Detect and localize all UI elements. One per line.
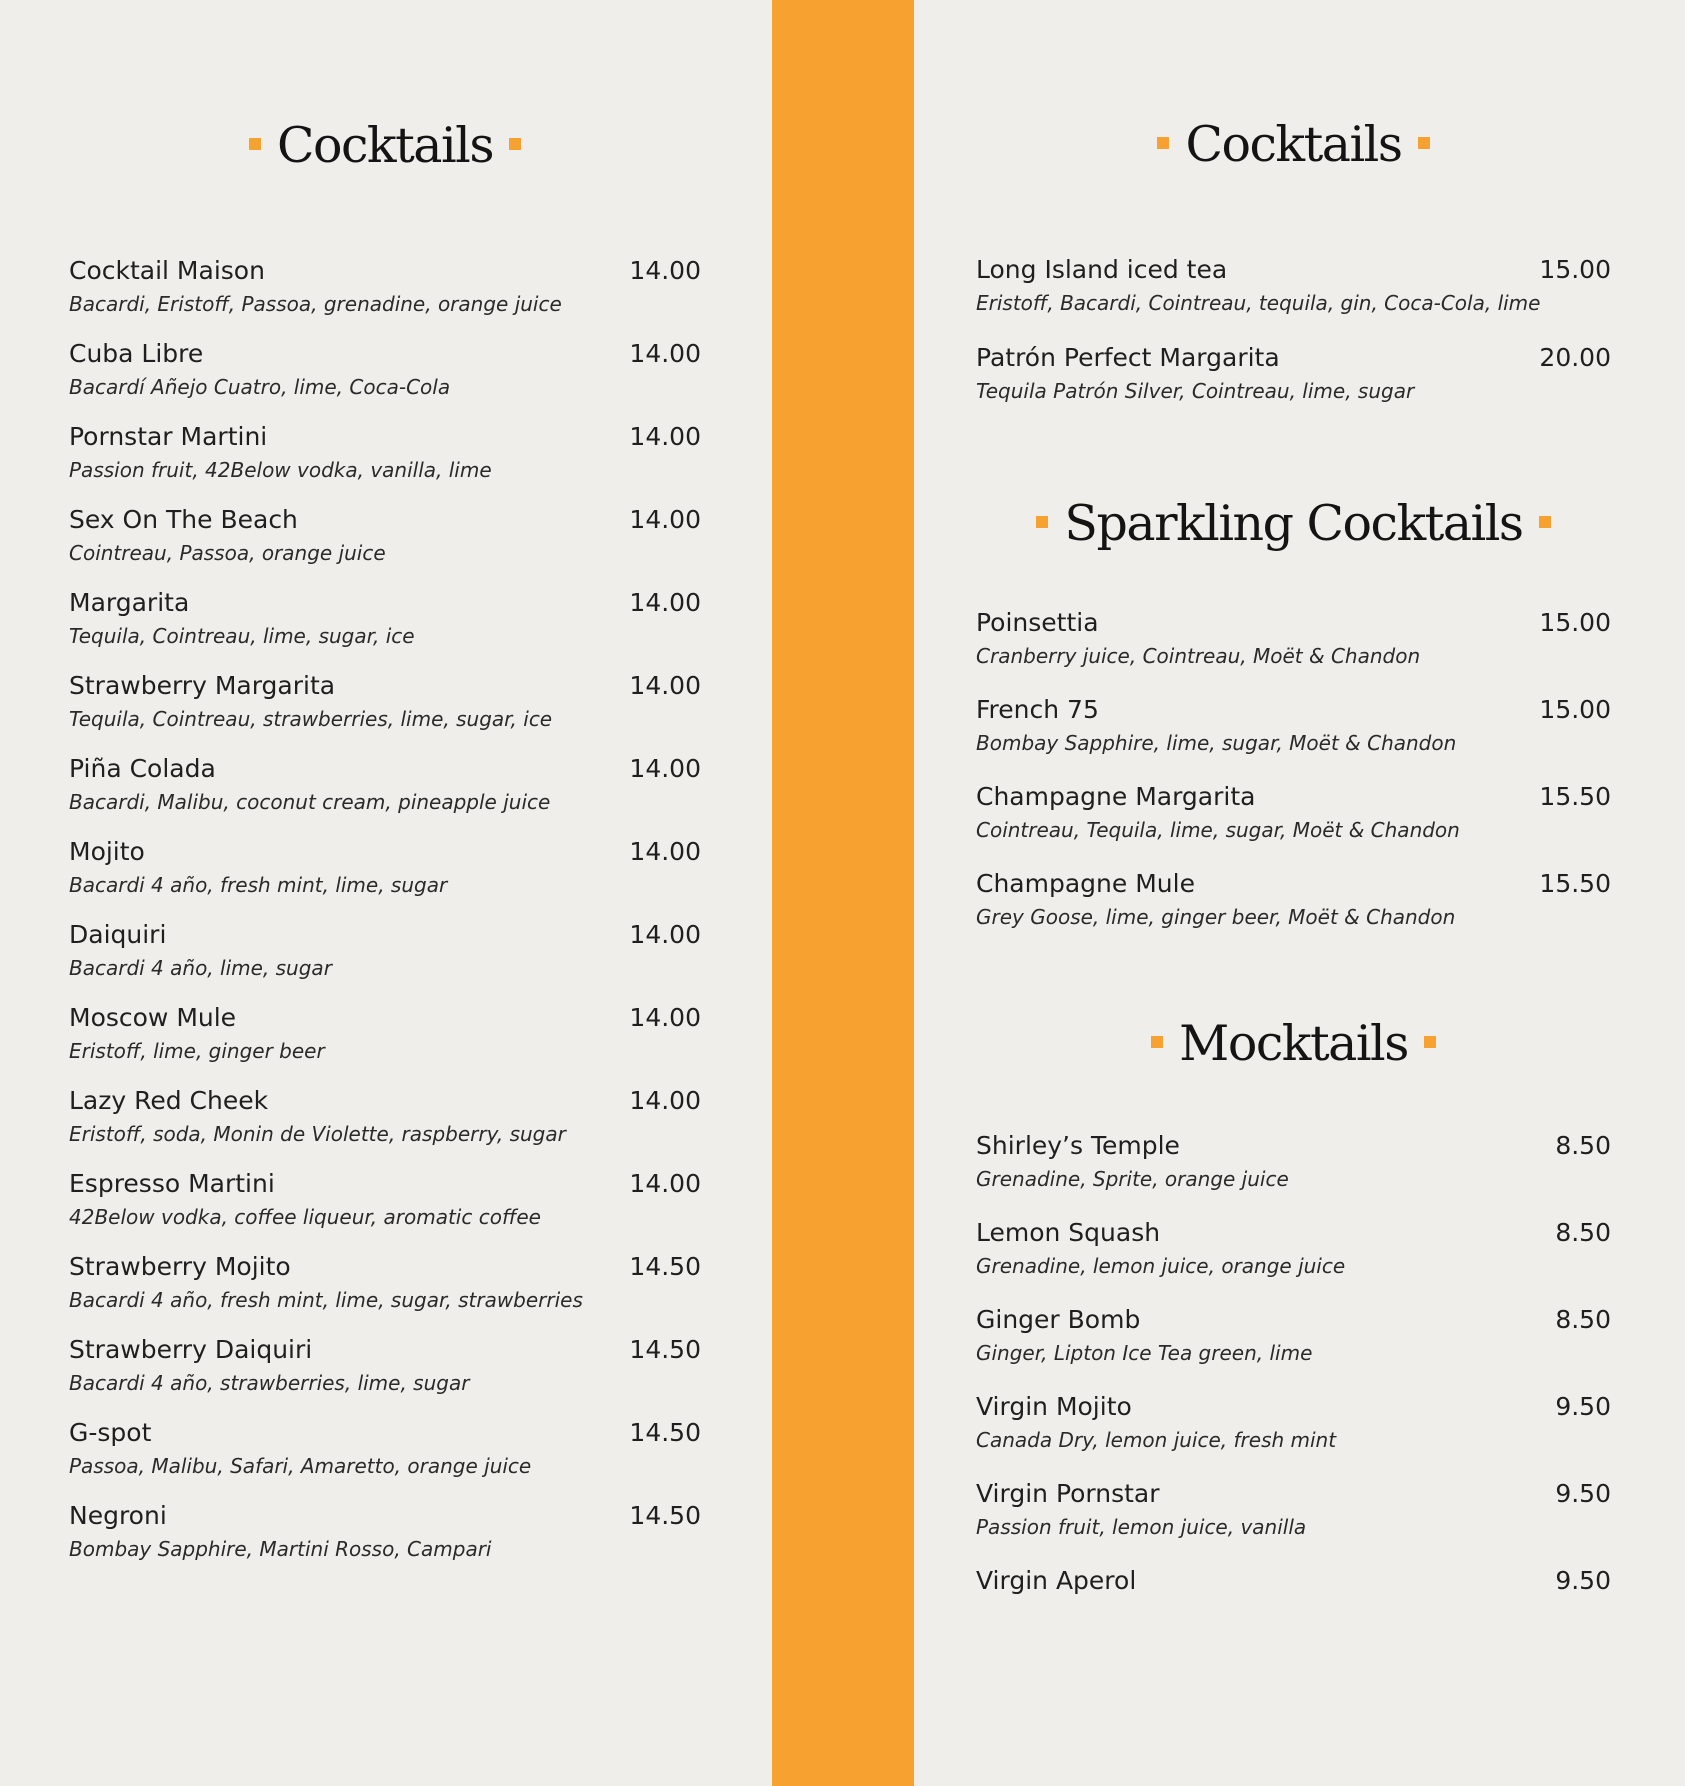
menu-item-price: 14.00	[629, 671, 701, 700]
menu-item-description: Bacardí Añejo Cuatro, lime, Coca-Cola	[69, 375, 451, 399]
menu-item-description: Cointreau, Passoa, orange juice	[69, 541, 386, 565]
menu-item	[69, 1005, 701, 1075]
menu-item	[976, 257, 1611, 327]
menu-item-description: Grenadine, lemon juice, orange juice	[976, 1254, 1346, 1278]
menu-item-name: Lemon Squash	[976, 1218, 1161, 1247]
menu-item-description: Bacardi, Malibu, coconut cream, pineapple juice	[69, 790, 551, 814]
menu-item-price: 8.50	[1555, 1305, 1611, 1334]
menu-item-price: 9.50	[1555, 1566, 1611, 1595]
menu-item	[69, 1254, 701, 1324]
menu-item-price: 14.50	[629, 1252, 701, 1281]
menu-item-name: Sex On The Beach	[69, 505, 298, 534]
menu-item-description: Ginger, Lipton Ice Tea green, lime	[976, 1341, 1313, 1365]
menu-item	[976, 871, 1611, 941]
menu-item-name: Ginger Bomb	[976, 1305, 1141, 1334]
menu-item-price: 14.00	[629, 588, 701, 617]
menu-item-name: Pornstar Martini	[69, 422, 268, 451]
menu-item-name: Strawberry Daiquiri	[69, 1335, 313, 1364]
menu-item-price: 15.00	[1539, 695, 1611, 724]
menu-item-price: 14.00	[629, 256, 701, 285]
menu-item	[69, 1503, 701, 1573]
menu-item-price: 8.50	[1555, 1218, 1611, 1247]
menu-item-description: Passion fruit, lemon juice, vanilla	[976, 1515, 1307, 1539]
menu-item-name: Mojito	[69, 837, 145, 866]
menu-item-description: Bacardi, Eristoff, Passoa, grenadine, orange juice	[69, 292, 562, 316]
menu-item-description: Bombay Sapphire, lime, sugar, Moët & Chandon	[976, 731, 1457, 755]
menu-item-name: Shirley’s Temple	[976, 1131, 1180, 1160]
menu-item-name: Champagne Mule	[976, 869, 1195, 898]
menu-item-price: 15.00	[1539, 255, 1611, 284]
menu-item-price: 14.50	[629, 1335, 701, 1364]
menu-item-description: Eristoff, Bacardi, Cointreau, tequila, gin, Coca-Cola, lime	[976, 291, 1541, 315]
menu-item-description: Bacardi 4 año, fresh mint, lime, sugar	[69, 873, 448, 897]
menu-item-name: G-spot	[69, 1418, 152, 1447]
menu-item-name: Virgin Aperol	[976, 1566, 1137, 1595]
menu-item-description: Passion fruit, 42Below vodka, vanilla, lime	[69, 458, 492, 482]
menu-item-price: 20.00	[1539, 343, 1611, 372]
menu-item-description: 42Below vodka, coffee liqueur, aromatic coffee	[69, 1205, 541, 1229]
menu-item	[976, 1133, 1611, 1203]
menu-item-price: 14.00	[629, 920, 701, 949]
menu-item-price: 14.00	[629, 422, 701, 451]
section-title-mocktails: Mocktails	[976, 1015, 1611, 1068]
menu-item-price: 14.00	[629, 1086, 701, 1115]
orange-divider-stripe	[772, 0, 914, 1786]
menu-item-name: Moscow Mule	[69, 1003, 237, 1032]
orange-square-icon	[1424, 1036, 1436, 1048]
menu-item-name: Strawberry Mojito	[69, 1252, 291, 1281]
section-title-cocktails-right: Cocktails	[976, 116, 1611, 169]
menu-item	[976, 610, 1611, 680]
menu-item-description: Cranberry juice, Cointreau, Moët & Chandon	[976, 644, 1421, 668]
menu-item-description: Canada Dry, lemon juice, fresh mint	[976, 1428, 1337, 1452]
menu-item	[976, 1568, 1611, 1638]
menu-item-price: 14.50	[629, 1418, 701, 1447]
menu-item	[69, 590, 701, 660]
menu-item-name: Negroni	[69, 1501, 167, 1530]
menu-item-name: Daiquiri	[69, 920, 167, 949]
menu-item-name: Strawberry Margarita	[69, 671, 336, 700]
menu-item-price: 14.00	[629, 837, 701, 866]
orange-square-icon	[249, 138, 261, 150]
menu-item	[69, 922, 701, 992]
menu-item-description: Bacardi 4 año, strawberries, lime, sugar	[69, 1371, 470, 1395]
menu-item	[69, 1171, 701, 1241]
menu-item	[69, 839, 701, 909]
menu-item-price: 9.50	[1555, 1479, 1611, 1508]
orange-square-icon	[1036, 516, 1048, 528]
menu-item	[69, 507, 701, 577]
menu-item	[976, 345, 1611, 415]
menu-item-description: Cointreau, Tequila, lime, sugar, Moët & Chandon	[976, 818, 1460, 842]
menu-item-name: Virgin Pornstar	[976, 1479, 1160, 1508]
menu-item-name: Margarita	[69, 588, 190, 617]
menu-item-price: 14.00	[629, 1169, 701, 1198]
menu-item-description: Passoa, Malibu, Safari, Amaretto, orange juice	[69, 1454, 532, 1478]
menu-item	[976, 1481, 1611, 1551]
section-title-cocktails-left: Cocktails	[69, 117, 701, 170]
menu-item	[69, 258, 701, 328]
menu-item-price: 14.00	[629, 339, 701, 368]
menu-item-description: Bombay Sapphire, Martini Rosso, Campari	[69, 1537, 492, 1561]
menu-item	[69, 756, 701, 826]
orange-square-icon	[1539, 516, 1551, 528]
menu-item-name: Virgin Mojito	[976, 1392, 1132, 1421]
menu-item	[976, 1220, 1611, 1290]
menu-item-description: Tequila Patrón Silver, Cointreau, lime, sugar	[976, 379, 1415, 403]
orange-square-icon	[1157, 137, 1169, 149]
orange-square-icon	[1418, 137, 1430, 149]
menu-item-name: Long Island iced tea	[976, 255, 1228, 284]
menu-item	[69, 673, 701, 743]
menu-item-price: 15.00	[1539, 608, 1611, 637]
menu-item-description: Eristoff, soda, Monin de Violette, raspberry, sugar	[69, 1122, 566, 1146]
menu-item-price: 9.50	[1555, 1392, 1611, 1421]
menu-item	[69, 341, 701, 411]
menu-item-price: 15.50	[1539, 869, 1611, 898]
menu-item-price: 14.00	[629, 754, 701, 783]
menu-item	[976, 697, 1611, 767]
menu-item	[976, 784, 1611, 854]
menu-item-price: 15.50	[1539, 782, 1611, 811]
section-title-sparkling-cocktails: Sparkling Cocktails	[976, 495, 1611, 548]
menu-item-description: Grey Goose, lime, ginger beer, Moët & Chandon	[976, 905, 1456, 929]
menu-item	[69, 424, 701, 494]
menu-item-name: Lazy Red Cheek	[69, 1086, 269, 1115]
menu-item-name: Patrón Perfect Margarita	[976, 343, 1280, 372]
menu-item-price: 14.00	[629, 1003, 701, 1032]
menu-item-price: 14.00	[629, 505, 701, 534]
menu-item-price: 8.50	[1555, 1131, 1611, 1160]
menu-item-name: Champagne Margarita	[976, 782, 1256, 811]
menu-item-name: Espresso Martini	[69, 1169, 275, 1198]
menu-item	[69, 1337, 701, 1407]
menu-item	[69, 1420, 701, 1490]
menu-item-name: Cuba Libre	[69, 339, 204, 368]
menu-item-description: Tequila, Cointreau, strawberries, lime, sugar, ice	[69, 707, 553, 731]
menu-item	[976, 1307, 1611, 1377]
menu-item-description: Eristoff, lime, ginger beer	[69, 1039, 325, 1063]
menu-item-name: Poinsettia	[976, 608, 1099, 637]
menu-item	[976, 1394, 1611, 1464]
orange-square-icon	[509, 138, 521, 150]
orange-square-icon	[1151, 1036, 1163, 1048]
menu-item-name: French 75	[976, 695, 1099, 724]
menu-item-description: Grenadine, Sprite, orange juice	[976, 1167, 1289, 1191]
menu-item-price: 14.50	[629, 1501, 701, 1530]
menu-item-description: Bacardi 4 año, fresh mint, lime, sugar, strawberries	[69, 1288, 583, 1312]
menu-item-name: Piña Colada	[69, 754, 216, 783]
menu-item-description: Tequila, Cointreau, lime, sugar, ice	[69, 624, 415, 648]
menu-item-name: Cocktail Maison	[69, 256, 265, 285]
menu-item-description: Bacardi 4 año, lime, sugar	[69, 956, 332, 980]
menu-item	[69, 1088, 701, 1158]
